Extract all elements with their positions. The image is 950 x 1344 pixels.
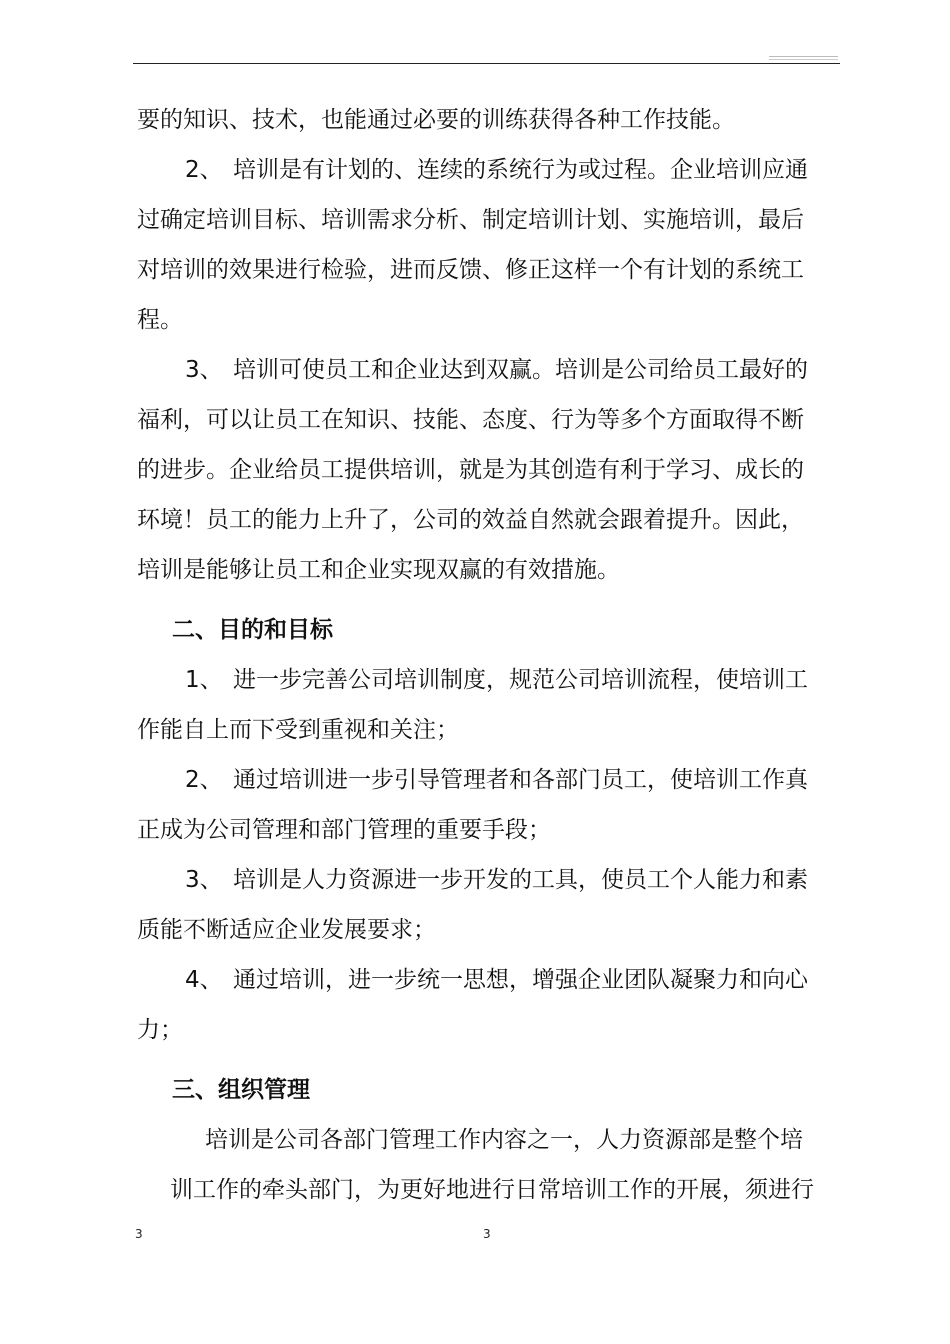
list-item [185,354,885,386]
list-item [185,764,885,796]
paragraph-line: 过确定培训目标、培训需求分析、制定培训计划、实施培训，最后 [137,207,804,233]
paragraph-line: 培训是公司各部门管理工作内容之一，人力资源部是整个培 [205,1127,803,1153]
paragraph-line: 程。 [137,307,183,333]
list-item [185,864,885,896]
list-number: 3、 [185,357,223,383]
list-text: 培训可使员工和企业达到双赢。培训是公司给员工最好的 [233,357,808,383]
list-item [185,154,885,186]
list-text: 通过培训，进一步统一思想，增强企业团队凝聚力和向心 [233,967,808,993]
paragraph-line: 培训是能够让员工和企业实现双赢的有效措施。 [137,557,620,583]
list-text: 进一步完善公司培训制度，规范公司培训流程，使培训工 [233,667,808,693]
paragraph-line: 质能不断适应企业发展要求； [137,917,436,943]
footer-page-number-center: 3 [483,1227,491,1241]
paragraph-line: 正成为公司管理和部门管理的重要手段； [137,817,551,843]
list-item [185,964,885,996]
list-text: 培训是有计划的、连续的系统行为或过程。企业培训应通 [233,157,808,183]
list-number: 3、 [185,867,223,893]
paragraph-line: 环境！员工的能力上升了，公司的效益自然就会跟着提升。因此， [137,507,804,533]
paragraph-line: 对培训的效果进行检验，进而反馈、修正这样一个有计划的系统工 [137,257,804,283]
paragraph-line: 要的知识、技术，也能通过必要的训练获得各种工作技能。 [137,107,735,133]
paragraph-line: 福利，可以让员工在知识、技能、态度、行为等多个方面取得不断 [137,407,804,433]
paragraph-line: 训工作的牵头部门，为更好地进行日常培训工作的开展，须进行 [170,1177,814,1203]
list-number: 4、 [185,967,223,993]
list-number: 1、 [185,667,223,693]
paragraph-line: 力； [137,1017,183,1043]
footer-page-number-left: 3 [135,1227,143,1241]
list-item [185,664,885,696]
list-text: 通过培训进一步引导管理者和各部门员工，使培训工作真 [233,767,808,793]
paragraph-line: 作能自上而下受到重视和关注； [137,717,459,743]
paragraph-line: 的进步。企业给员工提供培训，就是为其创造有利于学习、成长的 [137,457,804,483]
list-number: 2、 [185,767,223,793]
list-text: 培训是人力资源进一步开发的工具，使员工个人能力和素 [233,867,808,893]
list-number: 2、 [185,157,223,183]
section-heading: 二、目的和目标 [172,617,333,643]
section-heading: 三、组织管理 [172,1077,310,1103]
